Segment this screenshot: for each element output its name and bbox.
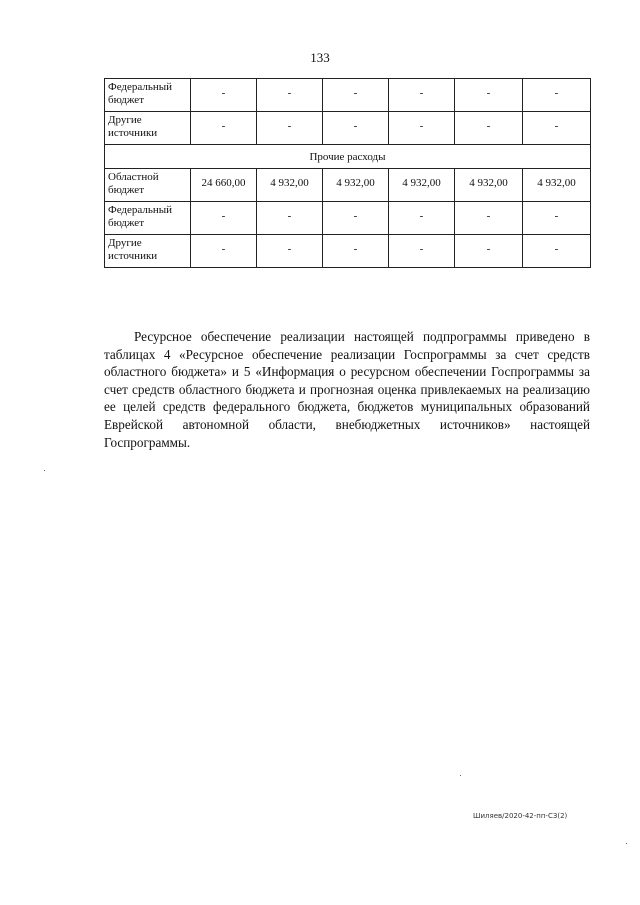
table-cell: - [523, 235, 591, 268]
table-cell: 4 932,00 [389, 169, 455, 202]
section-title: Прочие расходы [105, 145, 591, 169]
document-code: Шиляев/2020-42-пп-СЗ(2) [473, 812, 568, 820]
table-cell: - [323, 202, 389, 235]
table-cell: - [455, 112, 523, 145]
scan-speck [626, 843, 627, 844]
table-row [105, 235, 591, 268]
row-label: Федеральный бюджет [105, 79, 191, 112]
table-cell: - [323, 235, 389, 268]
table-cell: - [191, 112, 257, 145]
table-cell: - [389, 235, 455, 268]
table-row [105, 79, 591, 112]
table-cell: - [257, 235, 323, 268]
row-label: Федеральный бюджет [105, 202, 191, 235]
body-paragraph: Ресурсное обеспечение реализации настоящей подпрограммы приведено в таблицах 4 «Ресурсное обеспечение реализации Госпрограммы за счет средств областного бюджета» и 5 «Информация о ресурсном обеспечении Госпрограммы за счет средств областного бюджета и прогнозная оценка привлекаемых на реализацию ее целей средств федерального бюджета, бюджетов муниципальных образований Еврейской автономной области, внебюджетных источников» настоящей Госпрограммы. [104, 329, 590, 450]
table-row [105, 202, 591, 235]
scan-speck [44, 470, 45, 471]
table-cell: 24 660,00 [191, 169, 257, 202]
table-cell: 4 932,00 [323, 169, 389, 202]
scan-speck [460, 775, 461, 776]
table-cell: - [257, 202, 323, 235]
table-cell: - [523, 112, 591, 145]
section-row [105, 145, 591, 169]
table-cell: - [389, 112, 455, 145]
table-cell: - [323, 79, 389, 112]
table-cell: - [523, 202, 591, 235]
row-label: Областной бюджет [105, 169, 191, 202]
table-cell: - [455, 79, 523, 112]
table-row [105, 112, 591, 145]
table-cell: - [455, 202, 523, 235]
table-cell: - [191, 202, 257, 235]
table-cell: 4 932,00 [257, 169, 323, 202]
table-row [105, 169, 591, 202]
table-cell: - [191, 79, 257, 112]
table-cell: 4 932,00 [455, 169, 523, 202]
table-cell: - [257, 79, 323, 112]
page-number: 133 [310, 50, 330, 65]
table-cell: - [389, 79, 455, 112]
table-cell: - [323, 112, 389, 145]
row-label: Другие источники [105, 112, 191, 145]
table-cell: - [455, 235, 523, 268]
row-label: Другие источники [105, 235, 191, 268]
table-cell: - [257, 112, 323, 145]
table-cell: - [523, 79, 591, 112]
table-cell: 4 932,00 [523, 169, 591, 202]
table-cell: - [191, 235, 257, 268]
table-cell: - [389, 202, 455, 235]
budget-table [104, 78, 591, 268]
